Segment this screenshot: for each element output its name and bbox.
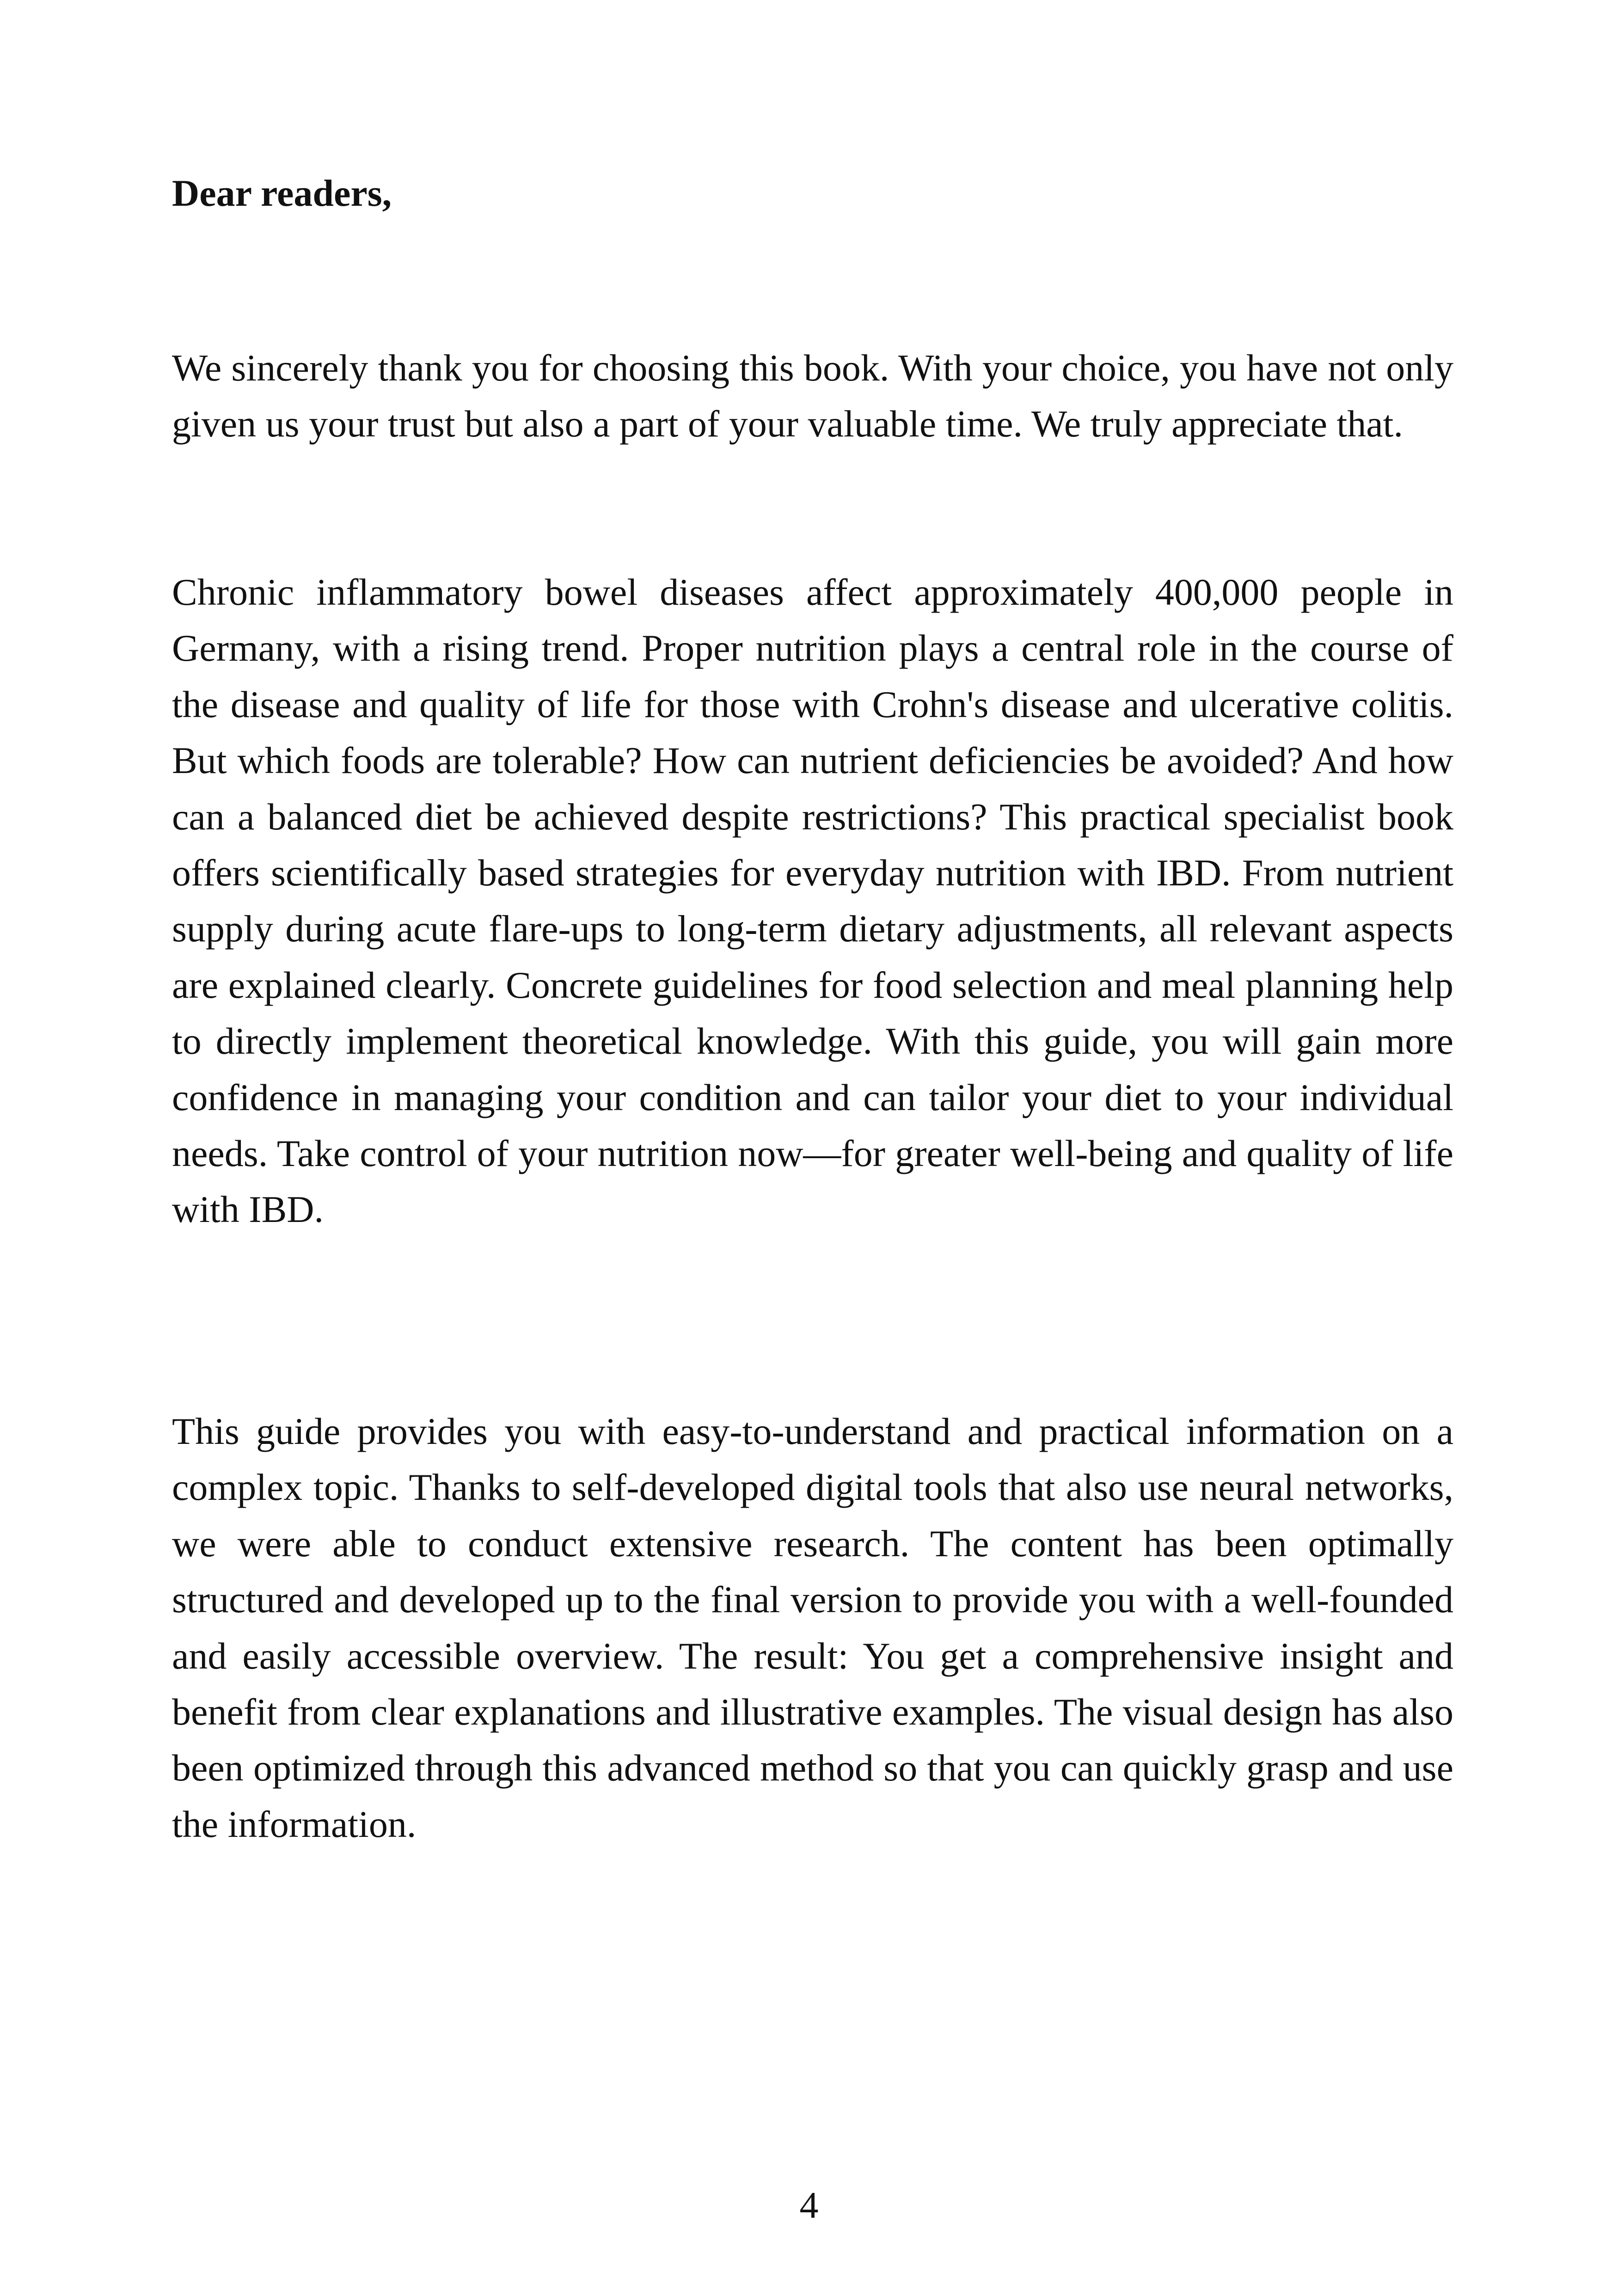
paragraph-thanks: We sincerely thank you for choosing this book. With your choice, you have not only given us your trust but also a part of your valuable time. We truly appreciate that. [172, 347, 1453, 445]
letter-salutation: Dear readers, [172, 172, 392, 214]
paragraph-guide-method: This guide provides you with easy-to-understand and practical information on a complex topic. Thanks to self-developed digital tools that also use neural networks, we were able to conduct extensive research. The content has been optimally structured and developed up to the final version to provide you with a well-founded and easily accessible overview. The result: You get a comprehensive insight and benefit from clear explanations and illustrative examples. The visual design has also been optimized through this advanced method so that you can quickly grasp and use the information. [172, 1410, 1453, 1845]
paragraph-book-description: Chronic inflammatory bowel diseases affect approximately 400,000 people in Germany, with a rising trend. Proper nutrition plays a central role in the course of the disease and quality of life for those with Crohn's disease and ulcerative colitis. But which foods are tolerable? How can nutrient deficiencies be avoided? And how can a balanced diet be achieved despite restrictions? This practical specialist book offers scientifically based strategies for everyday nutrition with IBD. From nutrient supply during acute flare-ups to long-term dietary adjustments, all relevant aspects are explained clearly. Concrete guidelines for food selection and meal planning help to directly implement theoretical knowledge. With this guide, you will gain more confidence in managing your condition and can tailor your diet to your individual needs. Take control of your nutrition now—for greater well-being and quality of life with IBD. [172, 571, 1453, 1231]
page-number: 4 [799, 2184, 819, 2226]
